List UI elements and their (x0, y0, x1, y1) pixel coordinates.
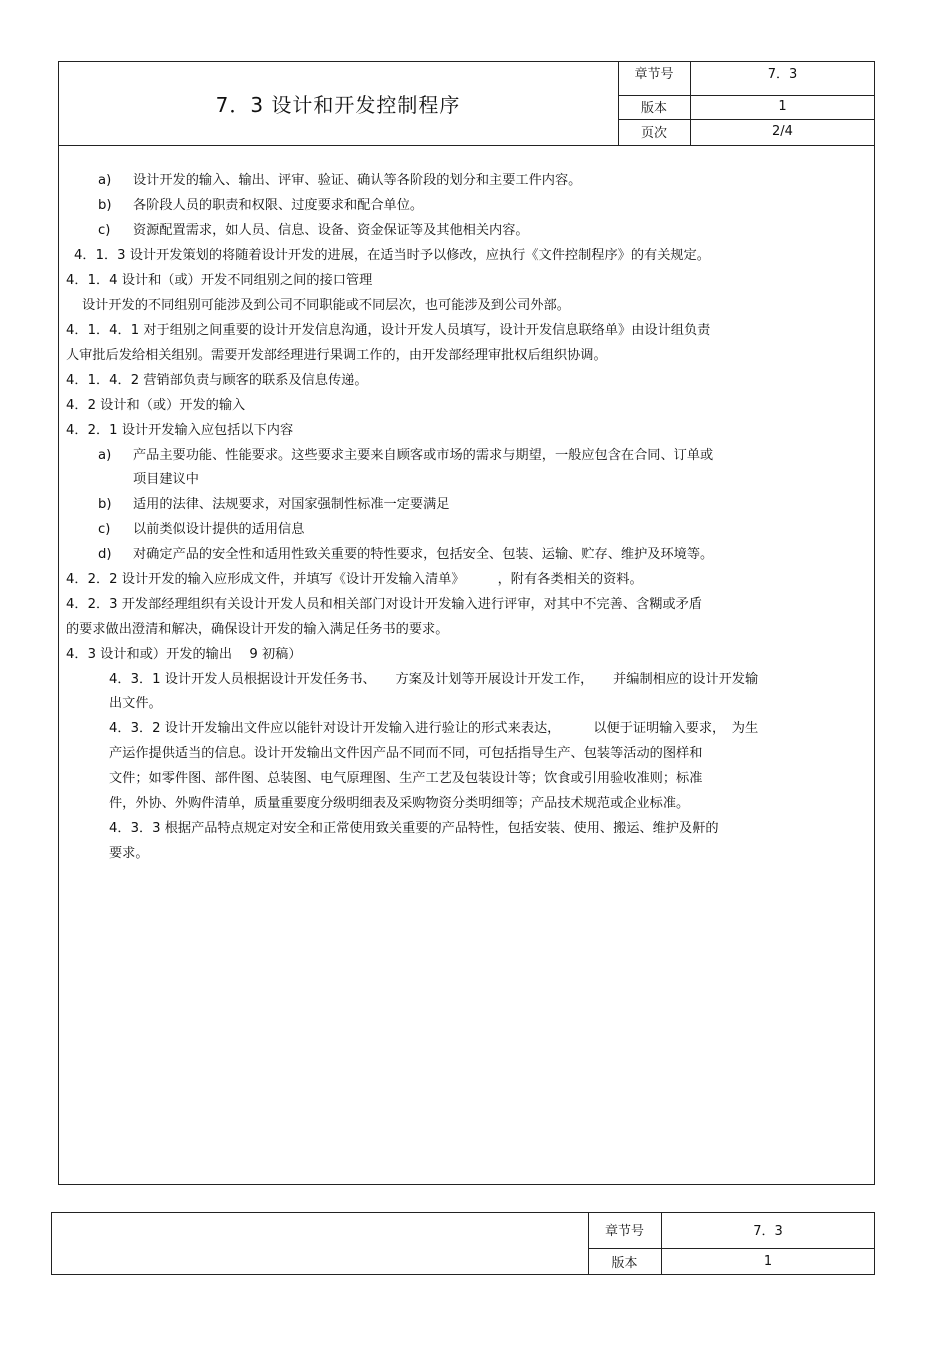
paragraph-line: 4．2．2 设计开发的输入应形成文件，并填写《设计开发输入清单》 ，附有各类相关的资料。 (66, 572, 643, 587)
version-value: 1 (778, 98, 787, 114)
list-item (98, 496, 450, 514)
version-label: 版本 (640, 100, 667, 116)
footer-version-label: 版本 (611, 1256, 638, 1271)
list-item (98, 197, 423, 215)
line-text: 各阶段人员的职责和权限、过度要求和配合单位。 (133, 198, 424, 213)
paragraph-line: 件，外协、外购件清单，质量重要度分级明细表及采购物资分类明细等；产品技术规范或企业标准。 (109, 796, 690, 811)
section-heading: 4．2 设计和（或）开发的输入 (66, 398, 246, 413)
paragraph-line: 4．1．4．1 对于组别之间重要的设计开发信息沟通，设计开发人员填写，设计开发信息联络单》由设计组负责 (66, 323, 711, 338)
list-marker: c) (98, 522, 111, 537)
list-item (98, 222, 529, 240)
line-text: 适用的法律、法规要求，对国家强制性标准一定要满足 (133, 497, 450, 512)
paragraph-line: 设计开发的不同组别可能涉及到公司不同职能或不同层次，也可能涉及到公司外部。 (82, 298, 570, 313)
list-marker: a) (98, 448, 112, 463)
paragraph-line: 4．3．2 设计开发输出文件应以能针对设计开发输入进行验让的形式来表达， 以便于证明输入要求， 为生 (109, 721, 759, 736)
paragraph-line: 产运作提供适当的信息。设计开发输出文件因产品不同而不同，可包括指导生产、包装等活动的图样和 (109, 746, 703, 761)
paragraph-line: 4．3．1 设计开发人员根据设计开发任务书、 方案及计划等开展设计开发工作， 并编制相应的设计开发输 (109, 672, 759, 687)
chapter-label: 章节号 (634, 66, 674, 82)
paragraph-line: 4．1．4．2 营销部负责与顾客的联系及信息传递。 (66, 373, 368, 388)
list-marker: d) (98, 547, 112, 562)
line-text: 资源配置需求，如人员、信息、设备、资金保证等及其他相关内容。 (133, 223, 529, 238)
footer-version-value: 1 (763, 1254, 773, 1269)
paragraph-line: 4．2．1 设计开发输入应包括以下内容 (66, 423, 294, 438)
line-text: 以前类似设计提供的适用信息 (133, 522, 305, 537)
line-text: 产品主要功能、性能要求。这些要求主要来自顾客或市场的需求与期望，一般应包含在合同、订单或 (133, 448, 714, 463)
line-text: 对确定产品的安全性和适用性致关重要的特性要求，包括安全、包装、运输、贮存、维护及环境等。 (133, 547, 714, 562)
paragraph-line: 4．2．3 开发部经理组织有关设计开发人员和相关部门对设计开发输入进行评审，对其中不完善、含糊或矛盾 (66, 597, 702, 612)
paragraph-line: 人审批后发给相关组别。需要开发部经理进行果调工作的，由开发部经理审批权后组织协调。 (66, 348, 607, 363)
chapter-value: 7．3 (767, 66, 798, 82)
list-item (98, 546, 713, 564)
list-marker: a) (98, 173, 112, 188)
page-value: 2/4 (772, 123, 793, 139)
list-marker: c) (98, 223, 111, 238)
header-divider (58, 145, 875, 146)
paragraph-line: 出文件。 (109, 696, 162, 711)
section-heading: 4．3 设计和或）开发的输出 9 初稿） (66, 647, 302, 662)
document-title: 7．3 设计和开发控制程序 (215, 92, 461, 117)
list-marker: b) (98, 497, 112, 512)
list-item (98, 521, 304, 539)
footer-chapter-label: 章节号 (604, 1223, 644, 1239)
list-item (98, 172, 581, 190)
paragraph-line: 的要求做出澄清和解决，确保设计开发的输入满足任务书的要求。 (66, 622, 449, 637)
footer-chapter-value: 7．3 (753, 1223, 783, 1239)
paragraph-line: 要求。 (109, 846, 149, 861)
list-item (98, 447, 713, 465)
paragraph-line: 4．1．3 设计开发策划的将随着设计开发的进展，在适当时予以修改，应执行《文件控制程序》的有关规定。 (74, 248, 710, 263)
paragraph-line: 文件；如零件图、部件图、总装图、电气原理图、生产工艺及包装设计等；饮食或引用验收准则；标准 (109, 771, 703, 786)
paragraph-line: 项目建议中 (133, 472, 199, 487)
paragraph-line: 4．1．4 设计和（或）开发不同组别之间的接口管理 (66, 273, 373, 288)
page-label: 页次 (640, 125, 667, 141)
paragraph-line: 4．3．3 根据产品特点规定对安全和正常使用致关重要的产品特性，包括安装、使用、搬运、维护及鼾的 (109, 821, 719, 836)
line-text: 设计开发的输入、输出、评审、验证、确认等各阶段的划分和主要工件内容。 (133, 173, 582, 188)
list-marker: b) (98, 198, 112, 213)
